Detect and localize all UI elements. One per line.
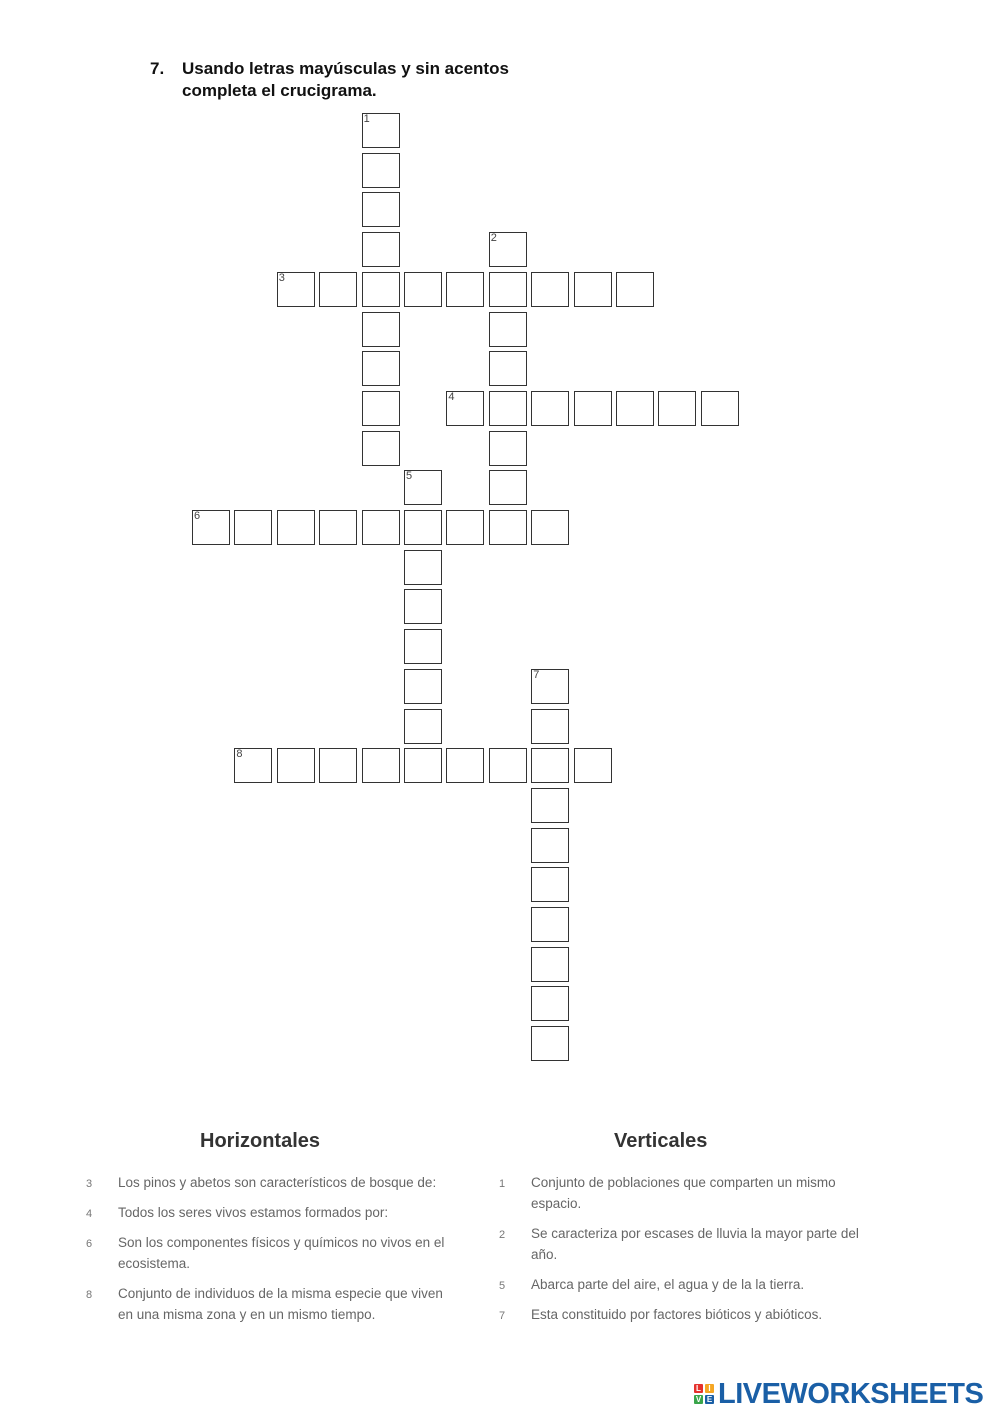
clue-down-7 [499, 1304, 871, 1325]
crossword-cell[interactable] [362, 272, 400, 307]
crossword-cell[interactable] [489, 232, 527, 267]
clue-text: Conjunto de poblaciones que comparten un mismo espacio. [531, 1175, 836, 1211]
letter-input[interactable] [367, 753, 395, 779]
clue-number: 3 [86, 1178, 93, 1190]
letter-input[interactable] [494, 475, 522, 501]
logo-text: LIVEWORKSHEETS [718, 1377, 984, 1410]
crossword-cell[interactable] [489, 510, 527, 545]
clue-number: 6 [86, 1238, 93, 1250]
letter-input[interactable] [367, 317, 395, 343]
instruction-number: 7. [150, 59, 165, 78]
clue-across-3 [86, 1172, 458, 1193]
letter-input[interactable] [367, 436, 395, 462]
crossword-cell[interactable] [531, 510, 569, 545]
crossword-cell[interactable] [489, 391, 527, 426]
verticales-clues [499, 1172, 871, 1334]
letter-input[interactable] [579, 396, 607, 422]
letter-input[interactable] [536, 396, 564, 422]
crossword-cell[interactable] [531, 788, 569, 823]
crossword-cell[interactable] [489, 351, 527, 386]
letter-input[interactable] [367, 396, 395, 422]
horizontales-clues [86, 1172, 458, 1334]
letter-input[interactable] [409, 475, 437, 501]
crossword-cell[interactable] [574, 391, 612, 426]
cell-number: 2 [490, 232, 497, 245]
verticales-title: Verticales [614, 1130, 708, 1152]
letter-input[interactable] [409, 515, 437, 541]
crossword-cell[interactable] [489, 312, 527, 347]
crossword-cell[interactable] [531, 947, 569, 982]
letter-input[interactable] [282, 277, 310, 303]
letter-input[interactable] [324, 277, 352, 303]
clue-text: Se caracteriza por escases de lluvia la mayor parte del año. [531, 1226, 859, 1262]
letter-input[interactable] [536, 1031, 564, 1057]
crossword-cell[interactable] [531, 867, 569, 902]
letter-input[interactable] [706, 396, 734, 422]
crossword-cell[interactable] [362, 312, 400, 347]
clue-text: Todos los seres vivos estamos formados por: [118, 1205, 389, 1220]
instruction-text: Usando letras mayúsculas y sin acentos completa el crucigrama. [182, 59, 509, 100]
letter-input[interactable] [367, 118, 395, 144]
crossword-cell[interactable] [531, 272, 569, 307]
clue-down-2 [499, 1223, 871, 1265]
crossword-cell[interactable] [192, 510, 230, 545]
clue-text: Esta constituido por factores bióticos y abióticos. [531, 1307, 823, 1322]
crossword-cell[interactable] [531, 907, 569, 942]
letter-input[interactable] [494, 436, 522, 462]
letter-input[interactable] [409, 714, 437, 740]
letter-input[interactable] [367, 158, 395, 184]
crossword-cell[interactable] [616, 391, 654, 426]
clue-number: 7 [499, 1310, 506, 1322]
crossword-cell[interactable] [489, 748, 527, 783]
letter-input[interactable] [451, 396, 479, 422]
crossword-cell[interactable] [658, 391, 696, 426]
letter-input[interactable] [579, 753, 607, 779]
letter-input[interactable] [367, 277, 395, 303]
crossword-cell[interactable] [404, 709, 442, 744]
logo-mark-letter: E [706, 1395, 713, 1404]
clue-across-6 [86, 1232, 458, 1274]
letter-input[interactable] [536, 515, 564, 541]
logo-mark-letter: L [694, 1384, 703, 1393]
crossword-cell[interactable] [531, 1026, 569, 1061]
crossword-cell[interactable] [404, 589, 442, 624]
clue-number: 2 [499, 1229, 506, 1241]
crossword-cell[interactable] [446, 510, 484, 545]
cell-number: 5 [406, 470, 413, 483]
crossword-cell[interactable] [404, 669, 442, 704]
crossword-cell[interactable] [277, 510, 315, 545]
clue-down-1 [499, 1172, 871, 1214]
crossword-cell[interactable] [616, 272, 654, 307]
letter-input[interactable] [367, 237, 395, 263]
crossword-cell[interactable] [362, 113, 400, 148]
letter-input[interactable] [536, 872, 564, 898]
crossword-cell[interactable] [404, 550, 442, 585]
letter-input[interactable] [536, 912, 564, 938]
letter-input[interactable] [494, 396, 522, 422]
crossword-cell[interactable] [362, 391, 400, 426]
letter-input[interactable] [409, 753, 437, 779]
letter-input[interactable] [621, 396, 649, 422]
crossword-cell[interactable] [319, 272, 357, 307]
cell-number: 6 [194, 510, 201, 522]
crossword-cell[interactable] [489, 272, 527, 307]
letter-input[interactable] [282, 515, 310, 541]
letter-input[interactable] [239, 753, 267, 779]
cell-number: 1 [363, 113, 370, 125]
letter-input[interactable] [536, 793, 564, 819]
letter-input[interactable] [451, 753, 479, 779]
letter-input[interactable] [494, 515, 522, 541]
logo-mark-letter: V [695, 1395, 702, 1404]
cell-number: 3 [278, 271, 285, 284]
letter-input[interactable] [494, 237, 522, 263]
letter-input[interactable] [536, 714, 564, 740]
crossword-cell[interactable] [362, 351, 400, 386]
letter-input[interactable] [494, 277, 522, 303]
letter-input[interactable] [536, 833, 564, 859]
letter-input[interactable] [409, 634, 437, 660]
crossword-cell[interactable] [362, 748, 400, 783]
letter-input[interactable] [494, 356, 522, 382]
crossword-cell[interactable] [701, 391, 739, 426]
logo-mark-letter: I [705, 1384, 714, 1393]
crossword-cell[interactable] [574, 272, 612, 307]
clue-number: 8 [86, 1289, 93, 1301]
letter-input[interactable] [367, 197, 395, 223]
letter-input[interactable] [536, 674, 564, 700]
crossword-cell[interactable] [531, 828, 569, 863]
letter-input[interactable] [409, 594, 437, 620]
letter-input[interactable] [536, 753, 564, 779]
crossword-cell[interactable] [404, 629, 442, 664]
crossword-cell[interactable] [489, 470, 527, 505]
letter-input[interactable] [197, 515, 225, 541]
clue-text: Abarca parte del aire, el agua y de la la tierra. [531, 1277, 805, 1292]
clue-number: 1 [499, 1178, 506, 1190]
clue-text: Conjunto de individuos de la misma especie que viven en una misma zona y en un mismo tiempo. [118, 1286, 443, 1322]
clue-number: 4 [86, 1208, 93, 1220]
letter-input[interactable] [409, 555, 437, 581]
crossword-cell[interactable] [446, 272, 484, 307]
crossword-cell[interactable] [362, 510, 400, 545]
letter-input[interactable] [367, 515, 395, 541]
letter-input[interactable] [451, 277, 479, 303]
crossword-cell[interactable] [234, 510, 272, 545]
crossword-cell[interactable] [404, 748, 442, 783]
crossword-cell[interactable] [277, 748, 315, 783]
cell-number: 4 [448, 390, 455, 403]
letter-input[interactable] [324, 753, 352, 779]
clue-down-5 [499, 1274, 871, 1295]
crossword-cell[interactable] [531, 669, 569, 704]
letter-input[interactable] [494, 753, 522, 779]
letter-input[interactable] [536, 952, 564, 978]
clue-across-8 [86, 1283, 458, 1325]
crossword-cell[interactable] [574, 748, 612, 783]
crossword-cell[interactable] [319, 510, 357, 545]
cell-number: 8 [236, 748, 243, 761]
crossword-cell[interactable] [531, 748, 569, 783]
crossword-cell[interactable] [277, 272, 315, 307]
crossword-cell[interactable] [489, 431, 527, 466]
crossword-cell[interactable] [446, 748, 484, 783]
cell-number: 7 [533, 668, 540, 681]
crossword-cell[interactable] [531, 986, 569, 1021]
crossword-cell[interactable] [446, 391, 484, 426]
crossword-cell[interactable] [531, 709, 569, 744]
letter-input[interactable] [621, 277, 649, 303]
logo-mark-icon [694, 1384, 714, 1404]
crossword-cell[interactable] [404, 510, 442, 545]
crossword-cell[interactable] [404, 470, 442, 505]
crossword-cell[interactable] [362, 153, 400, 188]
letter-input[interactable] [494, 317, 522, 343]
letter-input[interactable] [239, 515, 267, 541]
crossword-cell[interactable] [362, 192, 400, 227]
letter-input[interactable] [579, 277, 607, 303]
letter-input[interactable] [451, 515, 479, 541]
letter-input[interactable] [536, 277, 564, 303]
clue-number: 5 [499, 1280, 506, 1292]
clue-across-4 [86, 1202, 458, 1223]
letter-input[interactable] [367, 356, 395, 382]
horizontales-title: Horizontales [200, 1130, 321, 1152]
crossword-cell[interactable] [319, 748, 357, 783]
letter-input[interactable] [409, 674, 437, 700]
letter-input[interactable] [324, 515, 352, 541]
crossword-cell[interactable] [362, 431, 400, 466]
clue-text: Son los componentes físicos y químicos no vivos en el ecosistema. [118, 1235, 445, 1271]
clue-text: Los pinos y abetos son característicos de bosque de: [118, 1175, 437, 1190]
crossword-cell[interactable] [531, 391, 569, 426]
crossword-cell[interactable] [362, 232, 400, 267]
letter-input[interactable] [409, 277, 437, 303]
crossword-cell[interactable] [404, 272, 442, 307]
crossword-cell[interactable] [234, 748, 272, 783]
liveworksheets-logo [694, 1378, 983, 1410]
letter-input[interactable] [536, 991, 564, 1017]
letter-input[interactable] [663, 396, 691, 422]
letter-input[interactable] [282, 753, 310, 779]
